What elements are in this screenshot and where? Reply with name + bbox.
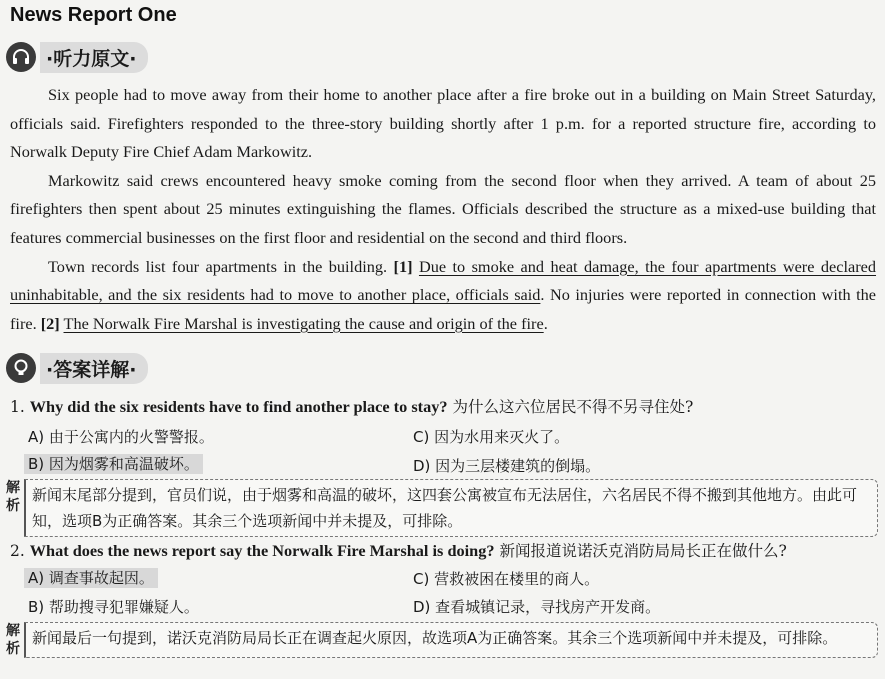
question-number: 2. — [10, 542, 25, 560]
transcript-section-header — [6, 42, 148, 72]
q2-analysis — [6, 622, 878, 658]
answer-section-header — [6, 353, 148, 383]
transcript-paragraph-1: Six people had to move away from their home to another place after a fire broke out in a building on Main Street Saturday, officials said. Firefighters responded to the three-story building shortly after 1 p.m. for a reported structure fire, according to Norwalk Deputy Fire Chief Adam Markowitz. — [10, 85, 876, 162]
analysis-tag: 解析 — [6, 623, 20, 657]
q1-option-c: C) 因为水用来灭火了。 — [413, 428, 570, 446]
q1-option-d: D) 因为三层楼建筑的倒塌。 — [413, 457, 601, 475]
correct-answer-highlight: A) 调查事故起因。 — [24, 568, 158, 588]
paragraph-3-text-b: . No injuries were reported in connection with the fire. — [10, 285, 876, 333]
q2-option-a — [24, 567, 158, 588]
analysis-text: 新闻末尾部分提到，官员们说，由于烟雾和高温的破坏，这四套公寓被宣布无法居住，六名居民不得不搬到其他地方。由此可知，选项B为正确答案。其余三个选项新闻中并未提及，可排除。 — [24, 479, 878, 537]
answer-section-label: ·答案详解· — [40, 353, 148, 384]
transcript-section-label: ·听力原文· — [40, 42, 148, 73]
q2-option-b: B) 帮助搜寻犯罪嫌疑人。 — [28, 598, 199, 616]
headphones-icon — [6, 42, 36, 72]
page-title: News Report One — [10, 4, 177, 26]
underlined-sentence-2: The Norwalk Fire Marshal is investigating the cause and origin of the fire — [63, 313, 544, 333]
marker-1: [1] — [393, 256, 413, 276]
question-2 — [10, 539, 880, 561]
transcript-text — [10, 81, 876, 338]
question-en: What does the news report say the Norwalk Fire Marshal is doing? — [29, 541, 495, 560]
paragraph-3-text-a: Town records list four apartments in the building. — [48, 256, 388, 276]
paragraph-3-text-c: . — [543, 313, 548, 333]
q1-option-b — [24, 453, 203, 474]
question-zh: 为什么这六位居民不得不另寻住处? — [452, 398, 694, 416]
analysis-text: 新闻最后一句提到，诺沃克消防局局长正在调查起火原因，故选项A为正确答案。其余三个选项新闻中并未提及，可排除。 — [24, 622, 878, 658]
q2-option-d: D) 查看城镇记录，寻找房产开发商。 — [413, 598, 661, 616]
q1-analysis — [6, 479, 878, 537]
q1-option-a: A) 由于公寓内的火警警报。 — [28, 428, 214, 446]
question-en: Why did the six residents have to find another place to stay? — [29, 397, 448, 416]
question-1 — [10, 395, 880, 417]
question-number: 1. — [10, 398, 25, 416]
transcript-paragraph-3 — [10, 253, 876, 339]
question-zh: 新闻报道说诺沃克消防局局长正在做什么? — [499, 542, 787, 560]
marker-2: [2] — [40, 313, 60, 333]
transcript-paragraph-2: Markowitz said crews encountered heavy smoke coming from the second floor when they arrived. A team of about 25 firefighters then spent about 25 minutes extinguishing the flames. Officials described the structure as a mixed-use building that features commercial businesses on the first floor and residential on the second and third floors. — [10, 170, 876, 247]
underlined-sentence-1: Due to smoke and heat damage, the four apartments were declared uninhabitable, and the six residents had to move to another place, officials said — [10, 256, 877, 305]
lightbulb-icon — [6, 353, 36, 383]
analysis-tag: 解析 — [6, 480, 20, 514]
q2-option-c: C) 营救被困在楼里的商人。 — [413, 570, 600, 588]
correct-answer-highlight: B) 因为烟雾和高温破坏。 — [24, 454, 203, 474]
